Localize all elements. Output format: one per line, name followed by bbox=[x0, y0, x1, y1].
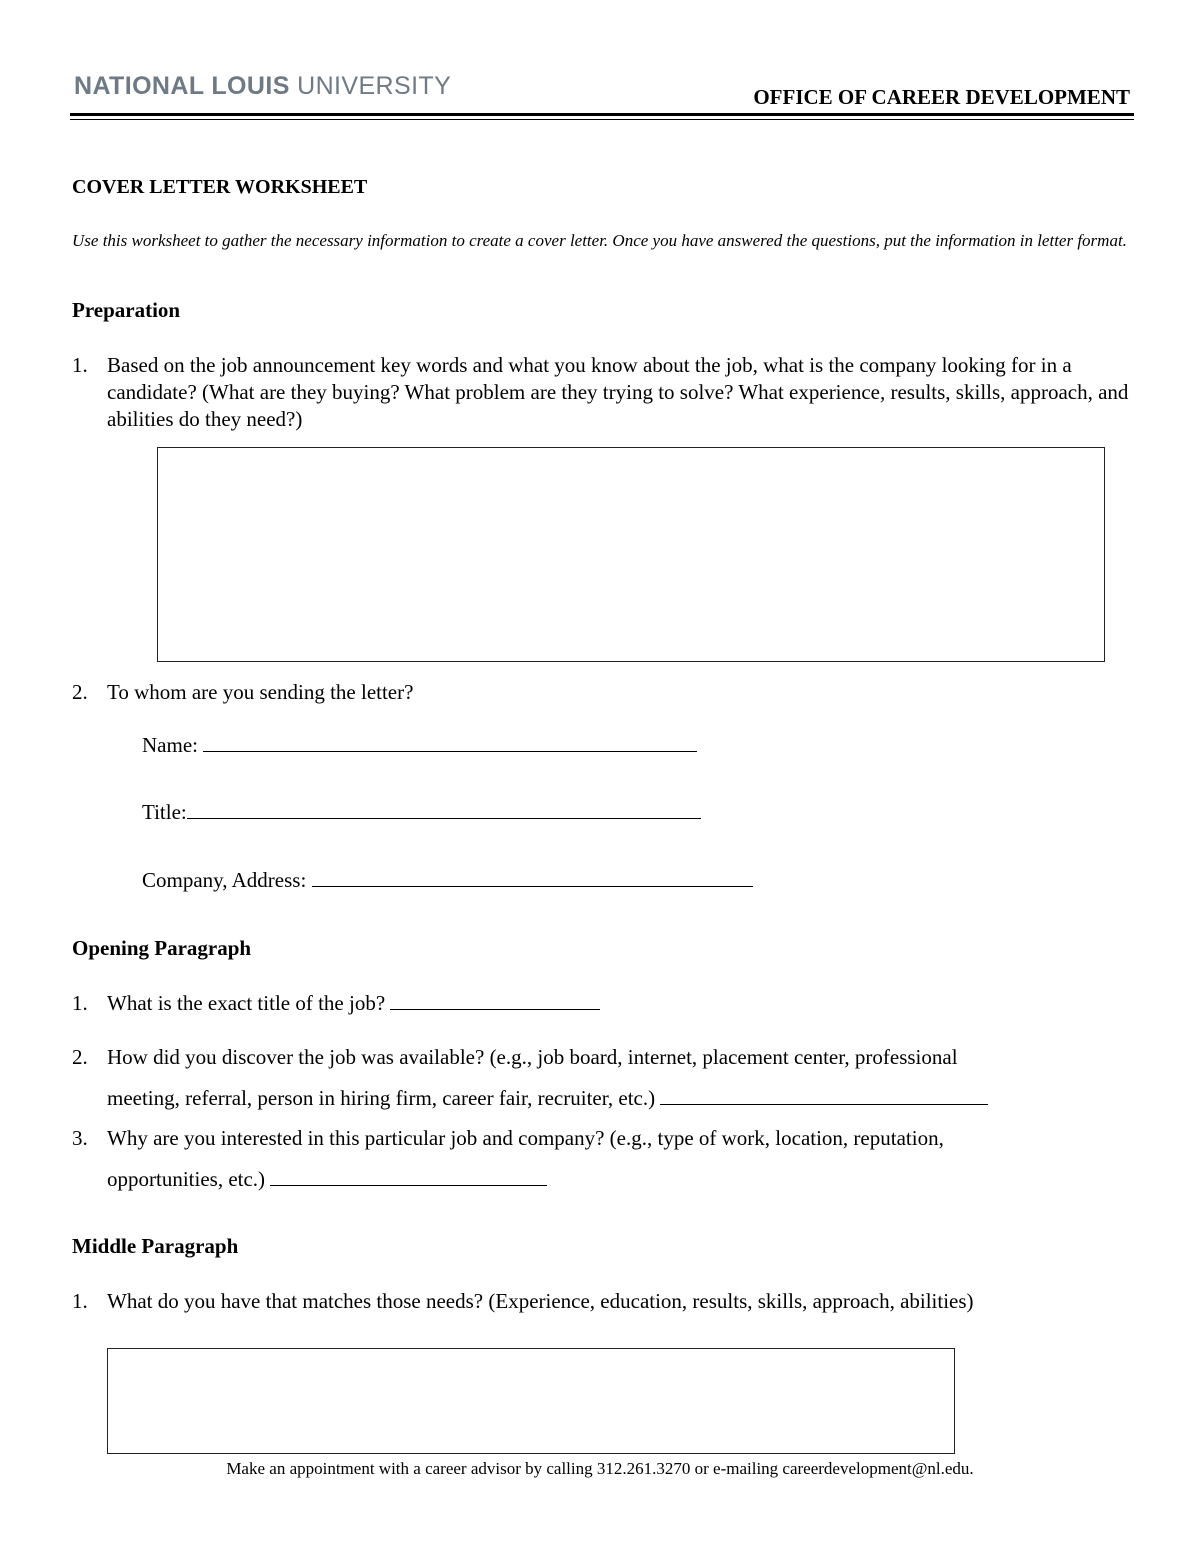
header-rule-thin bbox=[70, 119, 1134, 120]
question-text: Based on the job announcement key words and what you know about the job, what is the company looking for in a candidate? (What are they buying? What problem are they trying to solve? What experience, results, skills, approach, and abilities do they need?) bbox=[107, 353, 1129, 431]
question-text: What do you have that matches those needs? (Experience, education, results, skills, approach, abilities) bbox=[107, 1289, 974, 1313]
title-label: Title: bbox=[142, 800, 187, 824]
answer-box-company-needs[interactable] bbox=[157, 447, 1105, 662]
company-address-label: Company, Address: bbox=[142, 868, 307, 892]
section-heading-preparation: Preparation bbox=[72, 298, 181, 322]
footer-contact: Make an appointment with a career advisor by calling 312.261.3270 or e-mailing careerdevelopment@nl.edu. bbox=[226, 1459, 974, 1478]
opening-question-1 bbox=[0, 990, 1200, 1020]
preparation-question-2 bbox=[0, 679, 1200, 709]
question-text-line-1: How did you discover the job was available? (e.g., job board, internet, placement center, professional bbox=[107, 1045, 958, 1069]
header-rule-thick bbox=[70, 113, 1134, 116]
office-title: OFFICE OF CAREER DEVELOPMENT bbox=[753, 85, 1130, 109]
question-row bbox=[107, 990, 1137, 1017]
question-row bbox=[107, 1118, 1137, 1200]
question-number: 1. bbox=[72, 991, 88, 1015]
name-label: Name: bbox=[142, 733, 198, 757]
question-number: 1. bbox=[72, 353, 88, 377]
question-text-line-2: opportunities, etc.) bbox=[107, 1167, 266, 1191]
answer-box-matching-qualifications[interactable] bbox=[107, 1348, 955, 1454]
question-number: 3. bbox=[72, 1126, 88, 1150]
logo-bold-text: NATIONAL LOUIS bbox=[74, 72, 290, 100]
opening-question-3 bbox=[0, 1125, 1200, 1205]
preparation-question-1 bbox=[0, 352, 1200, 442]
job-discovery-input-line[interactable] bbox=[660, 1086, 988, 1105]
question-text-line-1: Why are you interested in this particular job and company? (e.g., type of work, location, reputation, bbox=[107, 1126, 944, 1150]
question-text: What is the exact title of the job? bbox=[107, 991, 386, 1015]
title-field-row bbox=[142, 800, 701, 825]
section-heading-middle: Middle Paragraph bbox=[72, 1234, 239, 1258]
question-number: 1. bbox=[72, 1289, 88, 1313]
middle-question-1 bbox=[0, 1288, 1200, 1318]
company-field-row bbox=[142, 868, 753, 893]
question-number: 2. bbox=[72, 1045, 88, 1069]
university-logo bbox=[74, 72, 451, 101]
job-title-input-line[interactable] bbox=[390, 991, 600, 1010]
question-text-line-2: meeting, referral, person in hiring firm, career fair, recruiter, etc.) bbox=[107, 1086, 656, 1110]
intro-text: Use this worksheet to gather the necessary information to create a cover letter. Once you have answered the questions, put the information in letter format. bbox=[72, 231, 1127, 250]
section-heading-opening: Opening Paragraph bbox=[72, 936, 252, 960]
logo-light-text: UNIVERSITY bbox=[297, 72, 452, 100]
question-row bbox=[107, 1037, 1137, 1119]
interest-input-line[interactable] bbox=[270, 1167, 547, 1186]
title-input-line[interactable] bbox=[187, 800, 701, 819]
name-field-row bbox=[142, 733, 697, 758]
opening-question-2 bbox=[0, 1044, 1200, 1124]
company-address-input-line[interactable] bbox=[312, 868, 753, 887]
question-text: To whom are you sending the letter? bbox=[107, 680, 414, 704]
document-title: COVER LETTER WORKSHEET bbox=[72, 176, 368, 198]
question-number: 2. bbox=[72, 680, 88, 704]
name-input-line[interactable] bbox=[203, 733, 697, 752]
